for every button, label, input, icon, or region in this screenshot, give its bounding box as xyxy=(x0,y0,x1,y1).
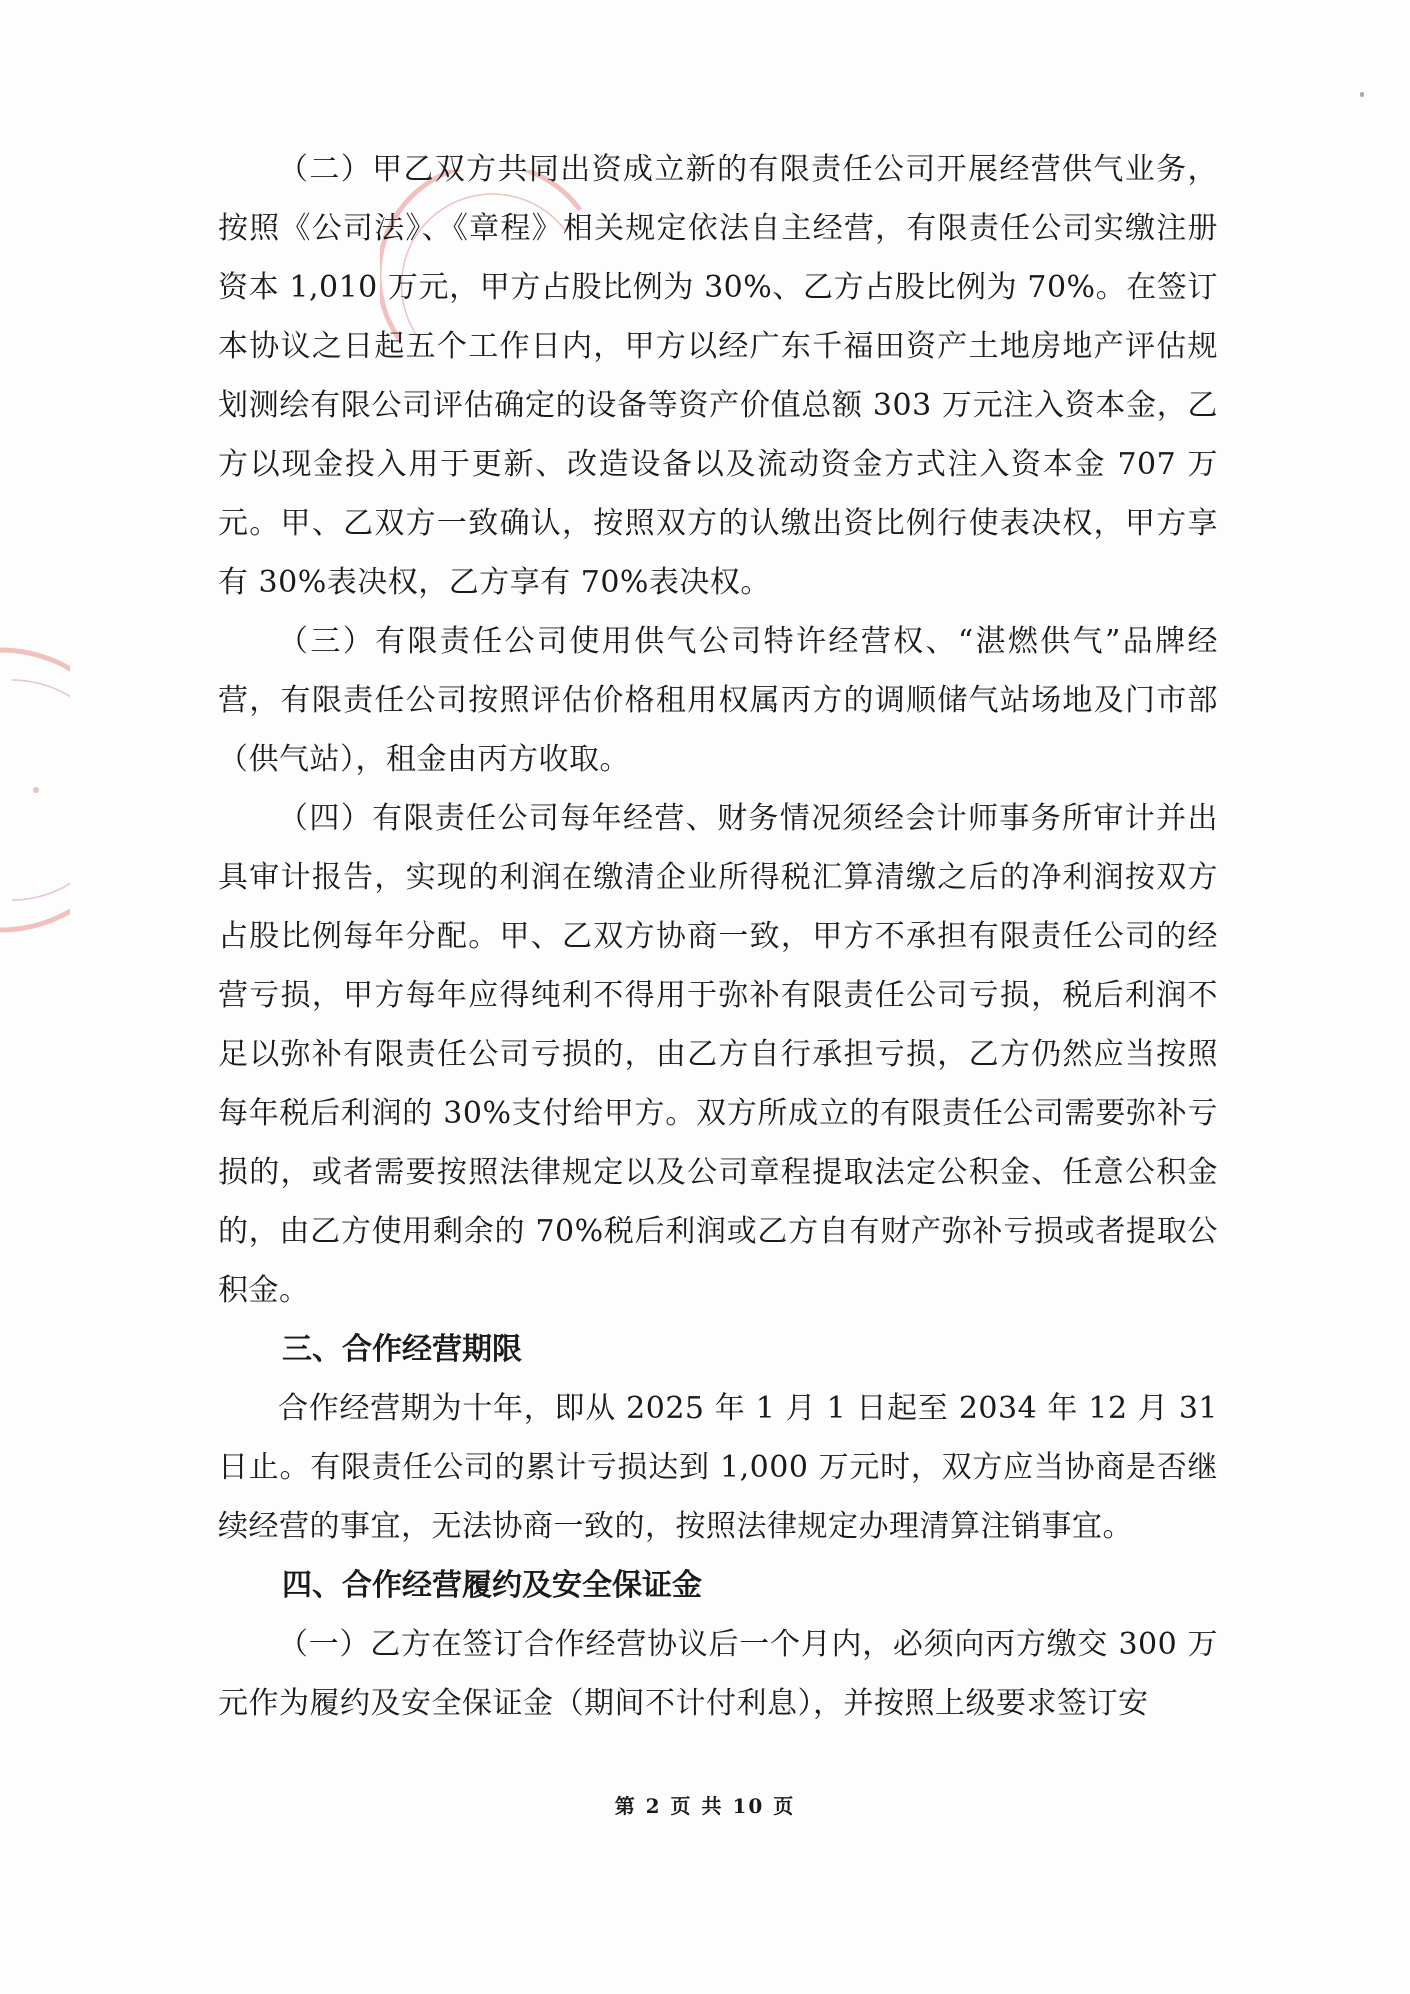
paragraph-2: （二）甲乙双方共同出资成立新的有限责任公司开展经营供气业务，按照《公司法》、《章程》相关规定依法自主经营，有限责任公司实缴注册资本 1,010 万元，甲方占股比例为 30%、乙方占股比例为 70%。在签订本协议之日起五个工作日内，甲方以经广东千福田资产土地房地产评估规划测绘有限公司评估确定的设备等资产价值总额 303 万元注入资本金，乙方以现金投入用于更新、改造设备以及流动资金方式注入资本金 707 万元。甲、乙双方一致确认，按照双方的认缴出资比例行使表决权，甲方享有 30%表决权，乙方享有 70%表决权。 xyxy=(218,152,1218,600)
section-4-body: （一）乙方在签订合作经营协议后一个月内，必须向丙方缴交 300 万元作为履约及安全保证金（期间不计付利息），并按照上级要求签订安 xyxy=(218,1627,1218,1721)
document-body xyxy=(218,140,1218,1733)
paragraph-4: （四）有限责任公司每年经营、财务情况须经会计师事务所审计并出具审计报告，实现的利润在缴清企业所得税汇算清缴之后的净利润按双方占股比例每年分配。甲、乙双方协商一致，甲方不承担有限责任公司的经营亏损，甲方每年应得纯利不得用于弥补有限责任公司亏损，税后利润不足以弥补有限责任公司亏损的，由乙方自行承担亏损，乙方仍然应当按照每年税后利润的 30%支付给甲方。双方所成立的有限责任公司需要弥补亏损的，或者需要按照法律规定以及公司章程提取法定公积金、任意公积金的，由乙方使用剩余的 70%税后利润或乙方自有财产弥补亏损或者提取公积金。 xyxy=(218,801,1218,1308)
section-3-heading: 三、合作经营期限 xyxy=(282,1332,522,1367)
section-3-body: 合作经营期为十年，即从 2025 年 1 月 1 日起至 2034 年 12 月 31 日止。有限责任公司的累计亏损达到 1,000 万元时，双方应当协商是否继续经营的事宜，无法协商一致的，按照法律规定办理清算注销事宜。 xyxy=(218,1391,1218,1544)
section-4-heading: 四、合作经营履约及安全保证金 xyxy=(282,1568,702,1603)
paragraph-3: （三）有限责任公司使用供气公司特许经营权、“湛燃供气”品牌经营，有限责任公司按照评估价格租用权属丙方的调顺储气站场地及门市部（供气站），租金由丙方收取。 xyxy=(218,624,1218,777)
page-number-footer: 第 2 页 共 10 页 xyxy=(614,1794,796,1818)
scan-speck xyxy=(1360,92,1364,97)
red-seal-edge-icon xyxy=(0,640,70,940)
